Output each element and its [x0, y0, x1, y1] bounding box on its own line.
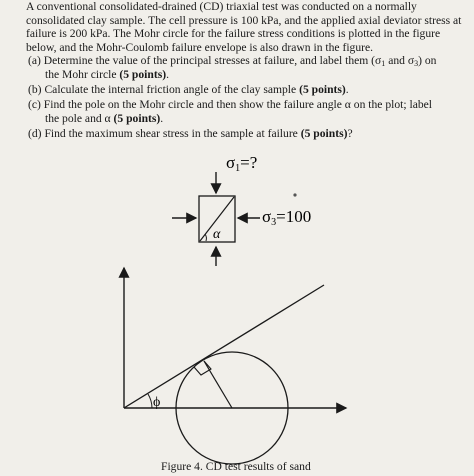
phi-arc	[148, 394, 152, 408]
part-a-points: (5 points)	[119, 68, 167, 81]
part-d-label: (d)	[28, 127, 42, 140]
stray-dot	[293, 193, 296, 196]
part-c-points: (5 points)	[113, 112, 161, 125]
part-a-text-1: Determine the value of the principal stresses at failure, and label them (σ	[43, 54, 382, 67]
part-d-end: ?	[347, 127, 353, 140]
part-a-end: .	[166, 68, 169, 81]
part-a-label: (a)	[28, 54, 41, 67]
part-b-end: .	[345, 83, 349, 96]
part-b-text: Calculate the internal friction angle of the clay sample	[44, 83, 300, 96]
alpha-label: α	[213, 227, 221, 242]
failure-envelope-line	[124, 285, 324, 408]
problem-intro: A conventional consolidated-drained (CD) triaxial test was conducted on a normally consolidated clay sample. The cell pressure is 100 kPa, and the applied axial deviator stress at failure is 200 kPa. The Mohr circle for the failure stress conditions is plotted in the figure below, and the Mohr-Coulomb failure envelope is also drawn in the figure.	[26, 0, 462, 54]
alpha-arc	[205, 234, 206, 241]
part-a-text-4: the Mohr circle	[45, 68, 120, 81]
part-d-text: Find the maximum shear stress in the sample at failure	[44, 127, 301, 140]
part-b-points: (5 points)	[299, 83, 346, 96]
part-a-text-3: ) on	[418, 54, 437, 67]
part-a-text-2: and σ	[385, 54, 415, 67]
part-c-text: Find the pole on the Mohr circle and then show the failure angle α on the plot; label	[43, 98, 433, 111]
sigma3-label: σ3=100	[262, 207, 312, 228]
part-a-sub-1: 1	[381, 59, 386, 68]
figure-caption: Figure 4. CD test results of sand	[161, 460, 311, 473]
part-c-label: (c)	[28, 98, 41, 111]
part-c-end: .	[160, 112, 164, 125]
sigma1-label: σ1=?	[226, 153, 258, 174]
part-c-text-2: the pole and α	[45, 112, 114, 125]
radius-to-tangent	[204, 361, 232, 408]
part-b-label: (b)	[28, 83, 42, 96]
part-d-points: (5 points)	[300, 127, 348, 140]
phi-label: ϕ	[153, 395, 161, 410]
part-a-sub-3: 3	[414, 59, 419, 68]
